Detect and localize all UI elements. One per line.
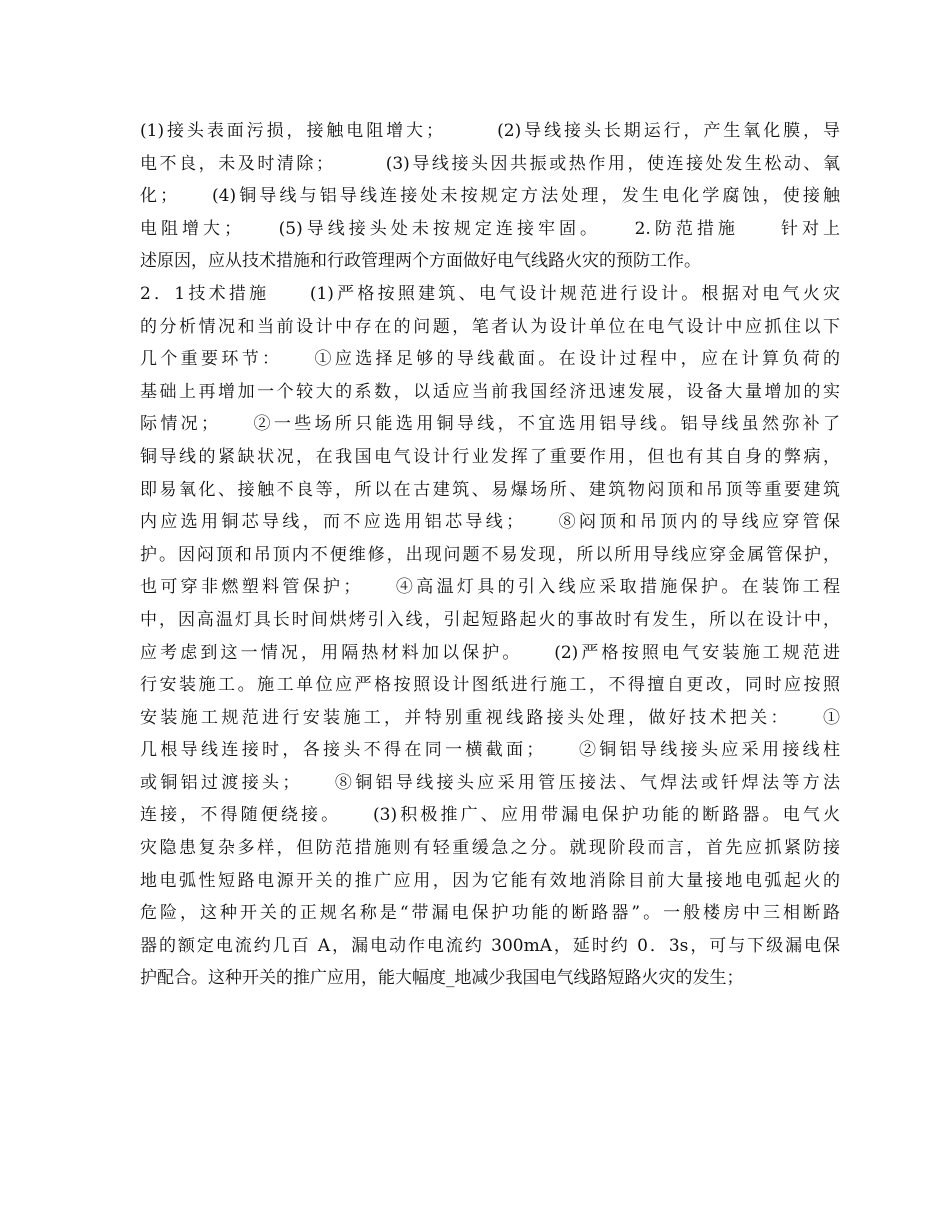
text-line: 应考虑到这一情况，用隔热材料加以保护。 (2)严格按照电气安装施工规范进 — [140, 642, 840, 663]
text-line: 述原因，应从技术措施和行政管理两个方面做好电气线路火灾的预防工作。 — [140, 251, 701, 272]
text-line: 行安装施工。施工单位应严格按照设计图纸进行施工，不得擅自更改，同时应按照 — [140, 675, 840, 696]
text-line: 危险，这种开关的正规名称是“带漏电保护功能的断路器”。一般楼房中三相断路 — [140, 903, 840, 924]
text-line: 电不良，未及时清除； (3)导线接头因共振或热作用，使连接处发生松动、氧 — [140, 153, 840, 174]
text-line: 护配合。这种开关的推广应用，能大幅度_地减少我国电气线路短路火灾的发生； — [140, 968, 744, 989]
text-line: 也可穿非燃塑料管保护； ④高温灯具的引入线应采取措施保护。在装饰工程 — [140, 577, 840, 598]
text-line: 际情况； ②一些场所只能选用铜导线，不宜选用铝导线。铝导线虽然弥补了 — [140, 414, 840, 435]
text-line: 中，因高温灯具长时间烘烤引入线，引起短路起火的事故时有发生，所以在设计中， — [140, 609, 840, 630]
text-line: 灾隐患复杂多样，但防范措施则有轻重缓急之分。就现阶段而言，首先应抓紧防接 — [140, 838, 840, 859]
text-line: 连接，不得随便绕接。 (3)积极推广、应用带漏电保护功能的断路器。电气火 — [140, 805, 840, 826]
text-line: 地电弧性短路电源开关的推广应用，因为它能有效地消除目前大量接地电弧起火的 — [140, 870, 840, 891]
text-line: 电阻增大； (5)导线接头处未按规定连接牢固。 2.防范措施 针对上 — [140, 218, 840, 239]
text-line: (1)接头表面污损，接触电阻增大； (2)导线接头长期运行，产生氧化膜，导 — [140, 121, 840, 141]
body-text — [140, 115, 840, 995]
text-line: 2．1技术措施 (1)严格按照建筑、电气设计规范进行设计。根据对电气火灾 — [140, 283, 840, 304]
text-line: 或铜铝过渡接头； ⑧铜铝导线接头应采用管压接法、气焊法或钎焊法等方法 — [140, 772, 840, 793]
text-line: 几根导线连接时，各接头不得在同一横截面； ②铜铝导线接头应采用接线柱 — [140, 740, 840, 761]
text-line: 几个重要环节： ①应选择足够的导线截面。在设计过程中，应在计算负荷的 — [140, 349, 840, 370]
text-line: 护。因闷顶和吊顶内不便维修，出现问题不易发现，所以所用导线应穿金属管保护， — [140, 544, 840, 565]
text-line: 基础上再增加一个较大的系数，以适应当前我国经济迅速发展，设备大量增加的实 — [140, 381, 840, 402]
text-line: 化； (4)铜导线与铝导线连接处未按规定方法处理，发生电化学腐蚀，使接触 — [140, 186, 840, 207]
text-line: 即易氧化、接触不良等，所以在古建筑、易爆场所、建筑物闷顶和吊顶等重要建筑 — [140, 479, 840, 500]
text-line: 安装施工规范进行安装施工，并特别重视线路接头处理，做好技术把关： ① — [140, 707, 840, 728]
text-line: 器的额定电流约几百 A，漏电动作电流约 300mA，延时约 0．3s，可与下级漏电保 — [140, 935, 840, 956]
text-line: 内应选用铜芯导线，而不应选用铝芯导线； ⑧闷顶和吊顶内的导线应穿管保 — [140, 512, 840, 533]
text-line: 铜导线的紧缺状况，在我国电气设计行业发挥了重要作用，但也有其自身的弊病， — [140, 446, 840, 467]
text-line: 的分析情况和当前设计中存在的问题，笔者认为设计单位在电气设计中应抓住以下 — [140, 316, 840, 337]
